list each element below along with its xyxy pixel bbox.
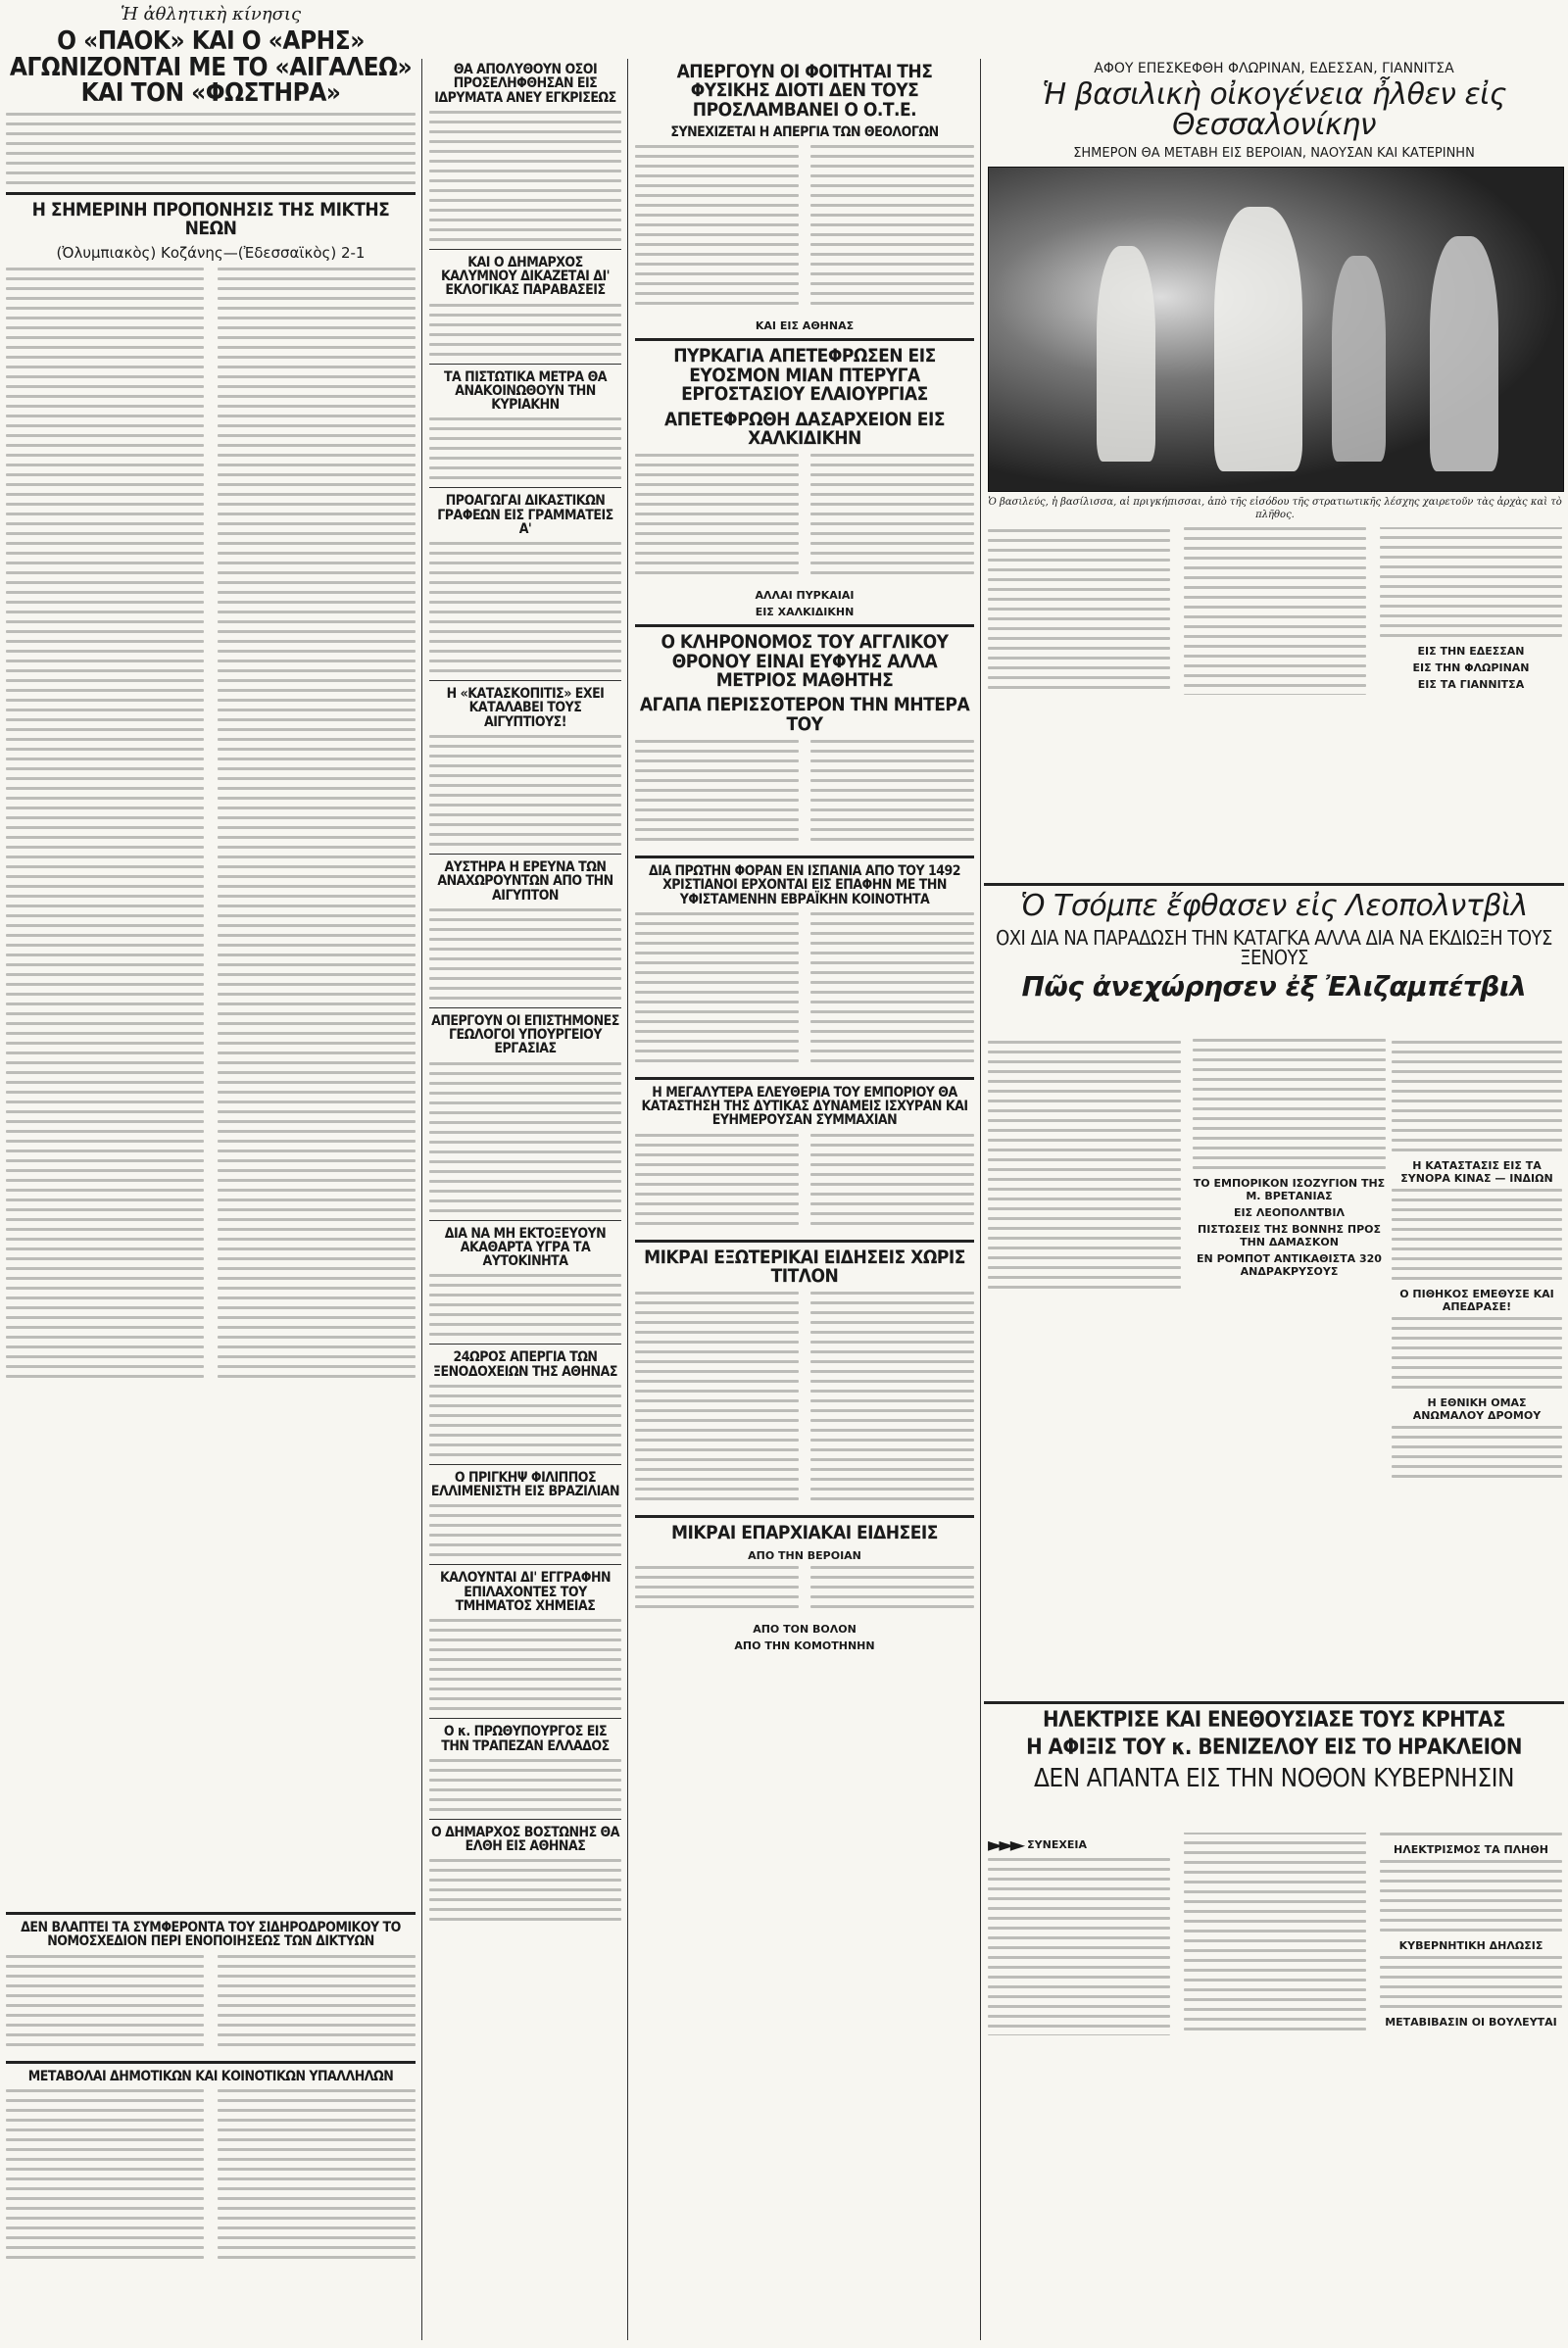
section-label: ΜΕΤΑΒΙΒΑΣΙΝ ΟΙ ΒΟΥΛΕΥΤΑΙ	[1385, 2016, 1557, 2029]
crete-story	[984, 1695, 1564, 1797]
section-label: ΑΛΛΑΙ ΠΥΡΚΑΙΑΙ	[755, 589, 855, 603]
headline: ΜΙΚΡΑΙ ΕΞΩΤΕΡΙΚΑΙ ΕΙΔΗΣΕΙΣ ΧΩΡΙΣ ΤΙΤΛΟΝ	[644, 1246, 965, 1288]
continued-marker	[988, 1833, 1170, 1856]
divider	[429, 854, 621, 855]
section-label: ΚΑΙ ΕΙΣ ΑΘΗΝΑΣ	[755, 319, 855, 333]
headline: ΑΠΕΡΓΟΥΝ ΟΙ ΕΠΙΣΤΗΜΟΝΕΣ ΓΕΩΛΟΓΟΙ ΥΠΟΥΡΓΕΙΟΥ ΕΡΓΑΣΙΑΣ	[431, 1012, 619, 1057]
divider	[429, 364, 621, 365]
article-text	[635, 740, 974, 848]
headline: ΑΓΑΠΑ ΠΕΡΙΣΣΟΤΕΡΟΝ ΤΗΝ ΜΗΤΕΡΑ ΤΟΥ	[639, 694, 970, 735]
article-text	[429, 1759, 621, 1811]
headline: Ο ΚΛΗΡΟΝΟΜΟΣ ΤΟΥ ΑΓΓΛΙΚΟΥ ΘΡΟΝΟΥ ΕΙΝΑΙ ΕΥΦΥΗΣ ΑΛΛΑ ΜΕΤΡΙΟΣ ΜΑΘΗΤΗΣ	[661, 631, 949, 692]
news-column-3	[629, 59, 980, 2340]
congo-sidebar	[1392, 1039, 1562, 1486]
divider	[635, 856, 974, 858]
headline: Ο κ. ΠΡΩΘΥΠΟΥΡΓΟΣ ΕΙΣ ΤΗΝ ΤΡΑΠΕΖΑΝ ΕΛΛΑΔΟΣ	[441, 1724, 610, 1754]
section-label: ΠΙΣΤΩΣΕΙΣ ΤΗΣ ΒΟΝΝΗΣ ΠΡΟΣ ΤΗΝ ΔΑΜΑΣΚΟΝ	[1197, 1223, 1382, 1248]
section-label: ΕΙΣ ΛΕΟΠΟΛΝΤΒΙΛ	[1233, 1206, 1346, 1219]
section-label: ΑΠΟ ΤΗΝ ΚΟΜΟΤΗΝΗΝ	[734, 1639, 875, 1652]
arrow-icon: ►►►	[988, 1833, 1022, 1856]
article-text	[635, 1292, 974, 1507]
article-text	[429, 1619, 621, 1710]
divider	[429, 1220, 621, 1221]
divider	[635, 1240, 974, 1243]
divider	[635, 338, 974, 341]
divider	[6, 2061, 416, 2064]
royal-article	[988, 527, 1562, 695]
section-label: ΤΟ ΕΜΠΟΡΙΚΟΝ ΙΣΟΖΥΓΙΟΝ ΤΗΣ Μ. ΒΡΕΤΑΝΙΑΣ	[1193, 1177, 1386, 1202]
congo-story	[984, 877, 1564, 1007]
congo-headline: Ὁ Τσόμπε ἔφθασεν εἰς Λεοπολντβὶλ	[1020, 889, 1528, 923]
section-label: ΕΝ ΡΟΜΠΟΤ ΑΝΤΙΚΑΘΙΣΤΑ 320 ΑΝΔΡΑΚΡΥΣΟΥΣ	[1197, 1252, 1382, 1278]
article-text	[6, 1955, 416, 2053]
article-text	[6, 268, 416, 1385]
headline: ΘΑ ΑΠΟΛΥΘΟΥΝ ΟΣΟΙ ΠΡΟΣΕΛΗΦΘΗΣΑΝ ΕΙΣ ΙΔΡΥΜΑΤΑ ΑΝΕΥ ΕΓΚΡΙΣΕΩΣ	[434, 62, 616, 106]
article-text	[1380, 1860, 1562, 1932]
section-label: Η ΕΘΝΙΚΗ ΟΜΑΣ ΑΝΩΜΑΛΟΥ ΔΡΟΜΟΥ	[1412, 1396, 1542, 1422]
section-label: ΑΠΟ ΤΗΝ ΒΕΡΟΙΑΝ	[748, 1548, 861, 1562]
column-rule	[627, 59, 628, 2340]
article-text	[429, 1385, 621, 1456]
divider	[6, 192, 416, 195]
crete-headline-2: Η ΑΦΙΞΙΣ ΤΟΥ κ. ΒΕΝΙΖΕΛΟΥ ΕΙΣ ΤΟ ΗΡΑΚΛΕΙΟΝ	[1026, 1736, 1522, 1761]
article-text	[1392, 1426, 1562, 1478]
column-rule	[421, 59, 422, 2340]
article-text	[1392, 1189, 1562, 1280]
article-text	[429, 1062, 621, 1212]
article-text	[635, 145, 974, 312]
crete-headline-3: ΔΕΝ ΑΠΑΝΤΑ ΕΙΣ ΤΗΝ ΝΟΘΟΝ ΚΥΒΕΡΝΗΣΙΝ	[1033, 1763, 1515, 1793]
headline: ΜΙΚΡΑΙ ΕΠΑΡΧΙΑΚΑΙ ΕΙΔΗΣΕΙΣ	[671, 1522, 938, 1544]
royal-family-photo	[988, 167, 1564, 492]
headline: Η «ΚΑΤΑΣΚΟΠΙΤΙΣ» ΕΧΕΙ ΚΑΤΑΛΑΒΕΙ ΤΟΥΣ ΑΙΓΥΠΤΙΟΥΣ!	[446, 686, 605, 730]
sports-column	[0, 0, 421, 2340]
divider	[429, 1464, 621, 1465]
headline: ΑΠΕΤΕΦΡΩΘΗ ΔΑΣΑΡΧΕΙΟΝ ΕΙΣ ΧΑΛΚΙΔΙΚΗΝ	[663, 408, 946, 449]
article-text	[988, 1039, 1386, 1289]
divider	[429, 680, 621, 681]
section-label: ΕΙΣ ΤΗΝ ΕΔΕΣΣΑΝ	[1417, 644, 1525, 658]
divider	[429, 1819, 621, 1820]
divider	[6, 1912, 416, 1915]
sports-kicker: Ἡ ἀθλητικὴ κίνησις	[120, 4, 302, 24]
crete-headline-1: ΗΛΕΚΤΡΙΣΕ ΚΑΙ ΕΝΕΘΟΥΣΙΑΣΕ ΤΟΥΣ ΚΡΗΤΑΣ	[1043, 1708, 1505, 1733]
article-text	[635, 1134, 974, 1232]
column-rule	[980, 59, 981, 2340]
article-text	[429, 417, 621, 479]
article-text	[429, 1504, 621, 1556]
royal-story	[984, 61, 1564, 167]
divider	[429, 1564, 621, 1565]
headline: ΚΑΛΟΥΝΤΑΙ ΔΙ' ΕΓΓΡΑΦΗΝ ΕΠΙΛΑΧΟΝΤΕΣ ΤΟΥ ΤΜΗΜΑΤΟΣ ΧΗΜΕΙΑΣ	[439, 1570, 612, 1614]
article-text	[429, 1274, 621, 1336]
headline: ΠΡΟΑΓΩΓΑΙ ΔΙΚΑΣΤΙΚΩΝ ΓΡΑΦΕΩΝ ΕΙΣ ΓΡΑΜΜΑΤΕΙΣ Α'	[437, 493, 613, 537]
photo-caption: Ὁ βασιλεύς, ἡ βασίλισσα, αἱ πριγκήπισσαι, ἀπὸ τῆς εἰσόδου τῆς στρατιωτικῆς λέσχης χαιρετοῦν τὰς ἀρχὰς καὶ τὸ πλῆθος.	[988, 497, 1562, 520]
royal-subheadline: ΣΗΜΕΡΟΝ ΘΑ ΜΕΤΑΒΗ ΕΙΣ ΒΕΡΟΙΑΝ, ΝΑΟΥΣΑΝ ΚΑΙ ΚΑΤΕΡΙΝΗΝ	[1073, 146, 1475, 162]
article-text	[429, 1859, 621, 1921]
congo-headline-2: Πῶς ἀνεχώρησεν ἐξ Ἐλιζαμπέτβιλ	[1021, 970, 1527, 1003]
article-text	[1392, 1317, 1562, 1389]
article-text	[635, 1566, 974, 1615]
congo-article	[988, 1039, 1386, 1289]
article-text	[635, 912, 974, 1069]
royal-caption	[988, 496, 1562, 521]
article-text	[1380, 1956, 1562, 2008]
headline: ΤΑ ΠΙΣΤΩΤΙΚΑ ΜΕΤΡΑ ΘΑ ΑΝΑΚΟΙΝΩΘΟΥΝ ΤΗΝ ΚΥΡΙΑΚΗΝ	[443, 368, 608, 414]
headline: ΚΑΙ Ο ΔΗΜΑΡΧΟΣ ΚΑΛΥΜΝΟΥ ΔΙΚΑΖΕΤΑΙ ΔΙ' ΕΚΛΟΓΙΚΑΣ ΠΑΡΑΒΑΣΕΙΣ	[440, 254, 611, 299]
section-label: ΕΙΣ ΤΑ ΓΙΑΝΝΙΤΣΑ	[1417, 677, 1525, 691]
section-label: ΕΙΣ ΧΑΛΚΙΔΙΚΗΝ	[755, 606, 855, 619]
article-text	[429, 111, 621, 241]
headline: Η ΜΕΓΑΛΥΤΕΡΑ ΕΛΕΥΘΕΡΙΑ ΤΟΥ ΕΜΠΟΡΙΟΥ ΘΑ ΚΑΤΑΣΤΗΣΗ ΤΗΣ ΔΥΤΙΚΑΣ ΔΥΝΑΜΕΙΣ ΙΣΧΥΡΑΝ ΚΑΙ ΕΥΗΜΕΡΟΥΣΑΝ ΣΥΜΜΑΧΙΑΝ	[641, 1084, 968, 1129]
article-text	[6, 2089, 416, 2266]
headline: ΑΥΣΤΗΡΑ Η ΕΡΕΥΝΑ ΤΩΝ ΑΝΑΧΩΡΟΥΝΤΩΝ ΑΠΟ ΤΗΝ ΑΙΓΥΠΤΟΝ	[437, 858, 613, 904]
article-text	[429, 735, 621, 846]
article-text	[429, 304, 621, 356]
section-label: ΑΠΟ ΤΟΝ ΒΟΛΟΝ	[753, 1622, 857, 1636]
article-text	[429, 908, 621, 1000]
training-subheadline: (Ὀλυμπιακὸς) Κοζάνης—(Ἐδεσσαϊκὸς) 2-1	[56, 244, 366, 263]
divider	[429, 1344, 621, 1345]
divider	[429, 1718, 621, 1719]
headline: ΔΙΑ ΠΡΩΤΗΝ ΦΟΡΑΝ ΕΝ ΙΣΠΑΝΙΑ ΑΠΟ ΤΟΥ 1492 ΧΡΙΣΤΙΑΝΟΙ ΕΡΧΟΝΤΑΙ ΕΙΣ ΕΠΑΦΗΝ ΜΕ ΤΗΝ ΥΦΙΣΤΑΜΕΝΗΝ ΕΒΡΑΪΚΗΝ ΚΟΙΝΟΤΗΤΑ	[648, 863, 961, 907]
headline: ΠΥΡΚΑΓΙΑ ΑΠΕΤΕΦΡΩΣΕΝ ΕΙΣ ΕΥΟΣΜΟΝ ΜΙΑΝ ΠΤΕΡΥΓΑ ΕΡΓΟΣΤΑΣΙΟΥ ΕΛΑΙΟΥΡΓΙΑΣ	[673, 345, 936, 406]
news-column-2	[423, 59, 627, 2340]
divider	[984, 883, 1564, 886]
sports-headline: Ο «ΠΑΟΚ» ΚΑΙ Ο «ΑΡΗΣ» ΑΓΩΝΙΖΟΝΤΑΙ ΜΕ ΤΟ «ΑΙΓΑΛΕΩ» ΚΑΙ ΤΟΝ «ΦΩΣΤΗΡΑ»	[9, 26, 413, 109]
section-label: ΕΙΣ ΤΗΝ ΦΛΩΡΙΝΑΝ	[1412, 660, 1530, 674]
article-text	[1392, 1041, 1562, 1151]
railway-headline: ΔΕΝ ΒΛΑΠΤΕΙ ΤΑ ΣΥΜΦΕΡΟΝΤΑ ΤΟΥ ΣΙΔΗΡΟΔΡΟΜΙΚΟΥ ΤΟ ΝΟΜΟΣΧΕΔΙΟΝ ΠΕΡΙ ΕΝΟΠΟΙΗΣΕΩΣ ΤΩΝ ΔΙΚΤΥΩΝ	[21, 1920, 401, 1950]
training-headline: Η ΣΗΜΕΡΙΝΗ ΠΡΟΠΟΝΗΣΙΣ ΤΗΣ ΜΙΚΤΗΣ ΝΕΩΝ	[31, 198, 390, 239]
section-label: ΚΥΒΕΡΝΗΤΙΚΗ ΔΗΛΩΣΙΣ	[1398, 1939, 1544, 1952]
royal-kicker: ΑΦΟΥ ΕΠΕΣΚΕΦΘΗ ΦΛΩΡΙΝΑΝ, ΕΔΕΣΣΑΝ, ΓΙΑΝΝΙΤΣΑ	[1094, 61, 1454, 76]
divider	[635, 1077, 974, 1080]
divider	[429, 1007, 621, 1008]
section-label: Ο ΠΙΘΗΚΟΣ ΕΜΕΘΥΣΕ ΚΑΙ ΑΠΕΔΡΑΣΕ!	[1399, 1288, 1554, 1313]
continued-label: ΣΥΝΕΧΕΙΑ	[1027, 1837, 1087, 1851]
crete-article	[988, 1833, 1562, 2035]
headline: Ο ΔΗΜΑΡΧΟΣ ΒΟΣΤΩΝΗΣ ΘΑ ΕΛΘΗ ΕΙΣ ΑΘΗΝΑΣ	[430, 1824, 620, 1855]
headline: ΑΠΕΡΓΟΥΝ ΟΙ ΦΟΙΤΗΤΑΙ ΤΗΣ ΦΥΣΙΚΗΣ ΔΙΟΤΙ ΔΕΝ ΤΟΥΣ ΠΡΟΣΛΑΜΒΑΝΕΙ Ο Ο.Τ.Ε.	[676, 61, 933, 121]
divider	[635, 624, 974, 627]
royal-headline: Ἡ βασιλικὴ οἰκογένεια ἦλθεν εἰς Θεσσαλονίκην	[1042, 77, 1506, 142]
article-text	[635, 454, 974, 581]
headline: 24ΩΡΟΣ ΑΠΕΡΓΙΑ ΤΩΝ ΞΕΝΟΔΟΧΕΙΩΝ ΤΗΣ ΑΘΗΝΑΣ	[433, 1349, 617, 1380]
divider	[429, 249, 621, 250]
municipal-headline: ΜΕΤΑΒΟΛΑΙ ΔΗΜΟΤΙΚΩΝ ΚΑΙ ΚΟΙΝΟΤΙΚΩΝ ΥΠΑΛΛΗΛΩΝ	[27, 2068, 394, 2084]
headline: ΔΙΑ ΝΑ ΜΗ ΕΚΤΟΞΕΥΟΥΝ ΑΚΑΘΑΡΤΑ ΥΓΡΑ ΤΑ ΑΥΤΟΚΙΝΗΤΑ	[444, 1225, 607, 1270]
congo-subheadline: ΟΧΙ ΔΙΑ ΝΑ ΠΑΡΑΔΩΣΗ ΤΗΝ ΚΑΤΑΓΚΑ ΑΛΛΑ ΔΙΑ ΝΑ ΕΚΔΙΩΞΗ ΤΟΥΣ ΞΕΝΟΥΣ	[996, 925, 1552, 969]
divider	[429, 487, 621, 488]
divider	[635, 1515, 974, 1518]
divider	[984, 1701, 1564, 1704]
section-label: Η ΚΑΤΑΣΤΑΣΙΣ ΕΙΣ ΤΑ ΣΥΝΟΡΑ ΚΙΝΑΣ — ΙΝΔΙΩΝ	[1400, 1159, 1553, 1185]
headline: Ο ΠΡΙΓΚΗΨ ΦΙΛΙΠΠΟΣ ΕΛΛΙΜΕΝΙΣΤΗ ΕΙΣ ΒΡΑΖΙΛΙΑΝ	[430, 1469, 620, 1500]
subheadline: ΣΥΝΕΧΙΖΕΤΑΙ Η ΑΠΕΡΓΙΑ ΤΩΝ ΘΕΟΛΟΓΩΝ	[670, 124, 939, 141]
section-label: ΗΛΕΚΤΡΙΣΜΟΣ ΤΑ ΠΛΗΘΗ	[1394, 1843, 1548, 1856]
article-text	[429, 542, 621, 672]
article-text	[6, 113, 416, 184]
